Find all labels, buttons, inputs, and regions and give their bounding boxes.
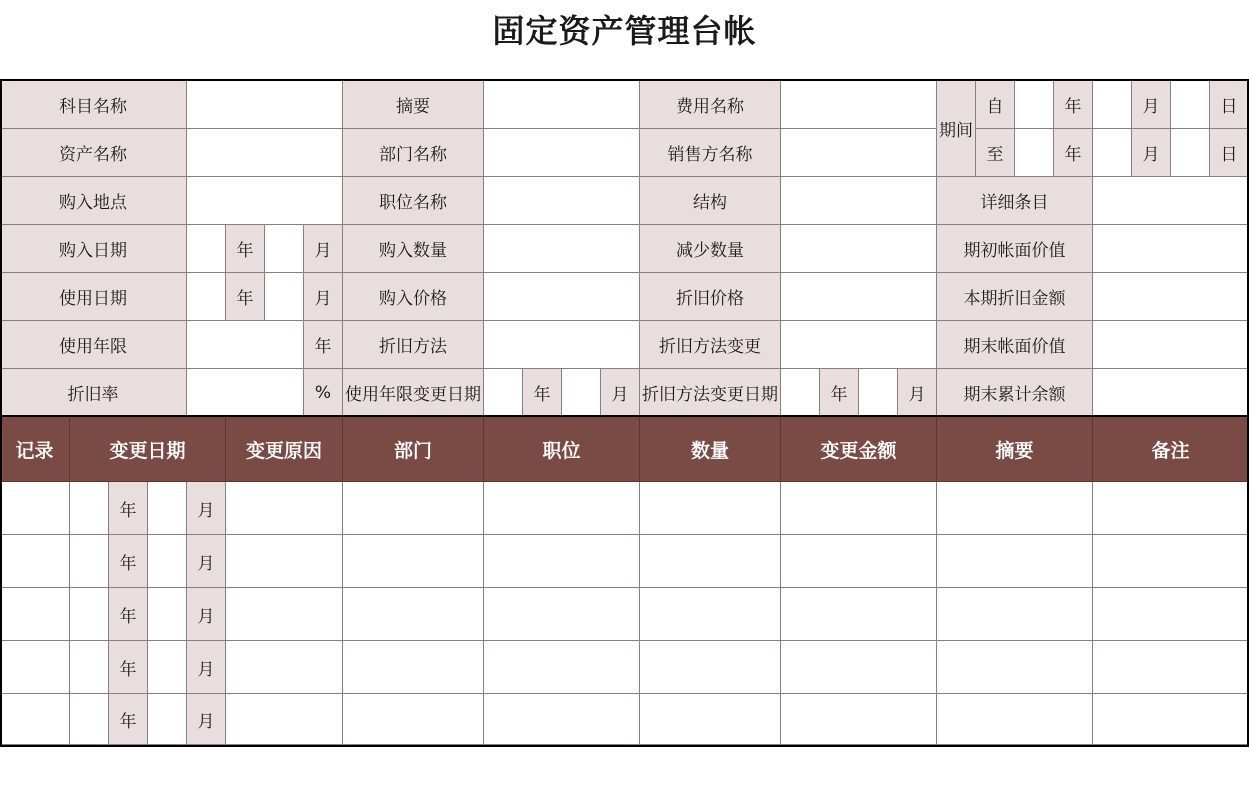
field-depreciation-method[interactable] (484, 321, 640, 369)
label-percent: % (304, 369, 343, 417)
change-month-input[interactable] (148, 588, 187, 641)
field-from-month[interactable] (1093, 81, 1132, 129)
change-month-input[interactable] (148, 694, 187, 745)
quantity-cell[interactable] (640, 535, 781, 588)
column-header: 数量 (640, 417, 781, 482)
field-purchase-month[interactable] (265, 225, 304, 273)
label-from-day: 日 (1210, 81, 1249, 129)
label-purchase-quantity: 购入数量 (343, 225, 484, 273)
field-detail-items[interactable] (1093, 177, 1249, 225)
field-position-name[interactable] (484, 177, 640, 225)
label-opening-book-value: 期初帐面价值 (937, 225, 1093, 273)
column-header: 摘要 (937, 417, 1093, 482)
frame-top-border (0, 79, 1249, 81)
remarks-cell[interactable] (1093, 482, 1249, 535)
change-month-label: 月 (187, 482, 226, 535)
label-from: 自 (976, 81, 1015, 129)
remarks-cell[interactable] (1093, 588, 1249, 641)
summary-cell[interactable] (937, 588, 1093, 641)
change-month-label: 月 (187, 694, 226, 745)
label-service-life-change-date: 使用年限变更日期 (343, 369, 484, 417)
field-to-month[interactable] (1093, 129, 1132, 177)
field-structure[interactable] (781, 177, 937, 225)
change-year-label: 年 (109, 694, 148, 745)
column-header: 备注 (1093, 417, 1249, 482)
change-year-label: 年 (109, 482, 148, 535)
change-amount-cell[interactable] (781, 535, 937, 588)
label-purchase-year: 年 (226, 225, 265, 273)
label-seller-name: 销售方名称 (640, 129, 781, 177)
label-structure: 结构 (640, 177, 781, 225)
label-to-month: 月 (1132, 129, 1171, 177)
label-asset-name: 资产名称 (0, 129, 187, 177)
label-method-change-year: 年 (820, 369, 859, 417)
change-reason-cell[interactable] (226, 588, 343, 641)
label-depreciation-method: 折旧方法 (343, 321, 484, 369)
field-depreciation-rate[interactable] (187, 369, 304, 417)
change-reason-cell[interactable] (226, 694, 343, 745)
change-reason-cell[interactable] (226, 535, 343, 588)
label-service-life-year: 年 (304, 321, 343, 369)
column-header: 职位 (484, 417, 640, 482)
change-year-label: 年 (109, 588, 148, 641)
column-header: 部门 (343, 417, 484, 482)
change-reason-cell[interactable] (226, 641, 343, 694)
field-opening-book-value[interactable] (1093, 225, 1249, 273)
summary-cell[interactable] (937, 694, 1093, 745)
field-purchase-year[interactable] (187, 225, 226, 273)
label-summary: 摘要 (343, 81, 484, 129)
field-life-change-month[interactable] (562, 369, 601, 417)
field-department-name[interactable] (484, 129, 640, 177)
label-depreciation-method-change: 折旧方法变更 (640, 321, 781, 369)
change-year-label: 年 (109, 535, 148, 588)
field-purchase-price[interactable] (484, 273, 640, 321)
field-from-year[interactable] (1015, 81, 1054, 129)
change-reason-cell[interactable] (226, 482, 343, 535)
label-life-change-year: 年 (523, 369, 562, 417)
label-detail-items: 详细条目 (937, 177, 1093, 225)
field-closing-accumulated-balance[interactable] (1093, 369, 1249, 417)
change-amount-cell[interactable] (781, 588, 937, 641)
change-month-input[interactable] (148, 482, 187, 535)
label-department-name: 部门名称 (343, 129, 484, 177)
label-method-change-date: 折旧方法变更日期 (640, 369, 781, 417)
field-to-day[interactable] (1171, 129, 1210, 177)
field-depreciation-price[interactable] (781, 273, 937, 321)
change-amount-cell[interactable] (781, 694, 937, 745)
position-cell[interactable] (484, 588, 640, 641)
label-closing-book-value: 期末帐面价值 (937, 321, 1093, 369)
change-month-input[interactable] (148, 641, 187, 694)
frame-bottom-border (0, 745, 1249, 747)
column-header: 变更金额 (781, 417, 937, 482)
page-title: 固定资产管理台帐 (492, 12, 757, 50)
change-amount-cell[interactable] (781, 482, 937, 535)
label-purchase-location: 购入地点 (0, 177, 187, 225)
remarks-cell[interactable] (1093, 535, 1249, 588)
field-expense-name[interactable] (781, 81, 937, 129)
label-depreciation-rate: 折旧率 (0, 369, 187, 417)
field-subject-name[interactable] (187, 81, 343, 129)
quantity-cell[interactable] (640, 694, 781, 745)
record-cell[interactable] (0, 535, 70, 588)
label-subject-name: 科目名称 (0, 81, 187, 129)
change-year-input[interactable] (70, 535, 109, 588)
change-amount-cell[interactable] (781, 641, 937, 694)
label-method-change-month: 月 (898, 369, 937, 417)
label-use-year: 年 (226, 273, 265, 321)
record-cell[interactable] (0, 588, 70, 641)
change-month-input[interactable] (148, 535, 187, 588)
remarks-cell[interactable] (1093, 641, 1249, 694)
change-year-label: 年 (109, 641, 148, 694)
quantity-cell[interactable] (640, 482, 781, 535)
position-cell[interactable] (484, 482, 640, 535)
change-month-label: 月 (187, 641, 226, 694)
change-year-input[interactable] (70, 482, 109, 535)
label-closing-accumulated-balance: 期末累计余额 (937, 369, 1093, 417)
change-year-input[interactable] (70, 588, 109, 641)
label-current-depreciation: 本期折旧金额 (937, 273, 1093, 321)
field-use-month[interactable] (265, 273, 304, 321)
frame-left-border (0, 79, 2, 747)
field-to-year[interactable] (1015, 129, 1054, 177)
label-use-date: 使用日期 (0, 273, 187, 321)
field-purchase-quantity[interactable] (484, 225, 640, 273)
field-method-change-year[interactable] (781, 369, 820, 417)
position-cell[interactable] (484, 641, 640, 694)
department-cell[interactable] (343, 588, 484, 641)
field-life-change-year[interactable] (484, 369, 523, 417)
field-summary[interactable] (484, 81, 640, 129)
quantity-cell[interactable] (640, 641, 781, 694)
department-cell[interactable] (343, 694, 484, 745)
label-to-day: 日 (1210, 129, 1249, 177)
field-purchase-location[interactable] (187, 177, 343, 225)
label-purchase-price: 购入价格 (343, 273, 484, 321)
position-cell[interactable] (484, 694, 640, 745)
department-cell[interactable] (343, 535, 484, 588)
label-service-life: 使用年限 (0, 321, 187, 369)
label-purchase-date: 购入日期 (0, 225, 187, 273)
field-decrease-quantity[interactable] (781, 225, 937, 273)
field-service-life[interactable] (187, 321, 304, 369)
summary-cell[interactable] (937, 482, 1093, 535)
department-cell[interactable] (343, 641, 484, 694)
field-seller-name[interactable] (781, 129, 937, 177)
summary-cell[interactable] (937, 641, 1093, 694)
record-cell[interactable] (0, 482, 70, 535)
field-use-year[interactable] (187, 273, 226, 321)
summary-cell[interactable] (937, 535, 1093, 588)
quantity-cell[interactable] (640, 588, 781, 641)
record-cell[interactable] (0, 641, 70, 694)
label-expense-name: 费用名称 (640, 81, 781, 129)
label-from-year: 年 (1054, 81, 1093, 129)
label-position-name: 职位名称 (343, 177, 484, 225)
field-depreciation-method-change[interactable] (781, 321, 937, 369)
column-header: 记录 (0, 417, 70, 482)
field-current-depreciation[interactable] (1093, 273, 1249, 321)
position-cell[interactable] (484, 535, 640, 588)
section-separator (0, 415, 1249, 417)
column-header: 变更原因 (226, 417, 343, 482)
label-use-month: 月 (304, 273, 343, 321)
change-month-label: 月 (187, 535, 226, 588)
label-from-month: 月 (1132, 81, 1171, 129)
label-to: 至 (976, 129, 1015, 177)
field-asset-name[interactable] (187, 129, 343, 177)
label-period: 期间 (937, 81, 976, 177)
field-method-change-month[interactable] (859, 369, 898, 417)
remarks-cell[interactable] (1093, 694, 1249, 745)
change-year-input[interactable] (70, 641, 109, 694)
change-year-input[interactable] (70, 694, 109, 745)
record-cell[interactable] (0, 694, 70, 745)
field-from-day[interactable] (1171, 81, 1210, 129)
label-life-change-month: 月 (601, 369, 640, 417)
column-header: 变更日期 (70, 417, 226, 482)
label-decrease-quantity: 减少数量 (640, 225, 781, 273)
label-depreciation-price: 折旧价格 (640, 273, 781, 321)
label-to-year: 年 (1054, 129, 1093, 177)
department-cell[interactable] (343, 482, 484, 535)
label-purchase-month: 月 (304, 225, 343, 273)
change-month-label: 月 (187, 588, 226, 641)
field-closing-book-value[interactable] (1093, 321, 1249, 369)
